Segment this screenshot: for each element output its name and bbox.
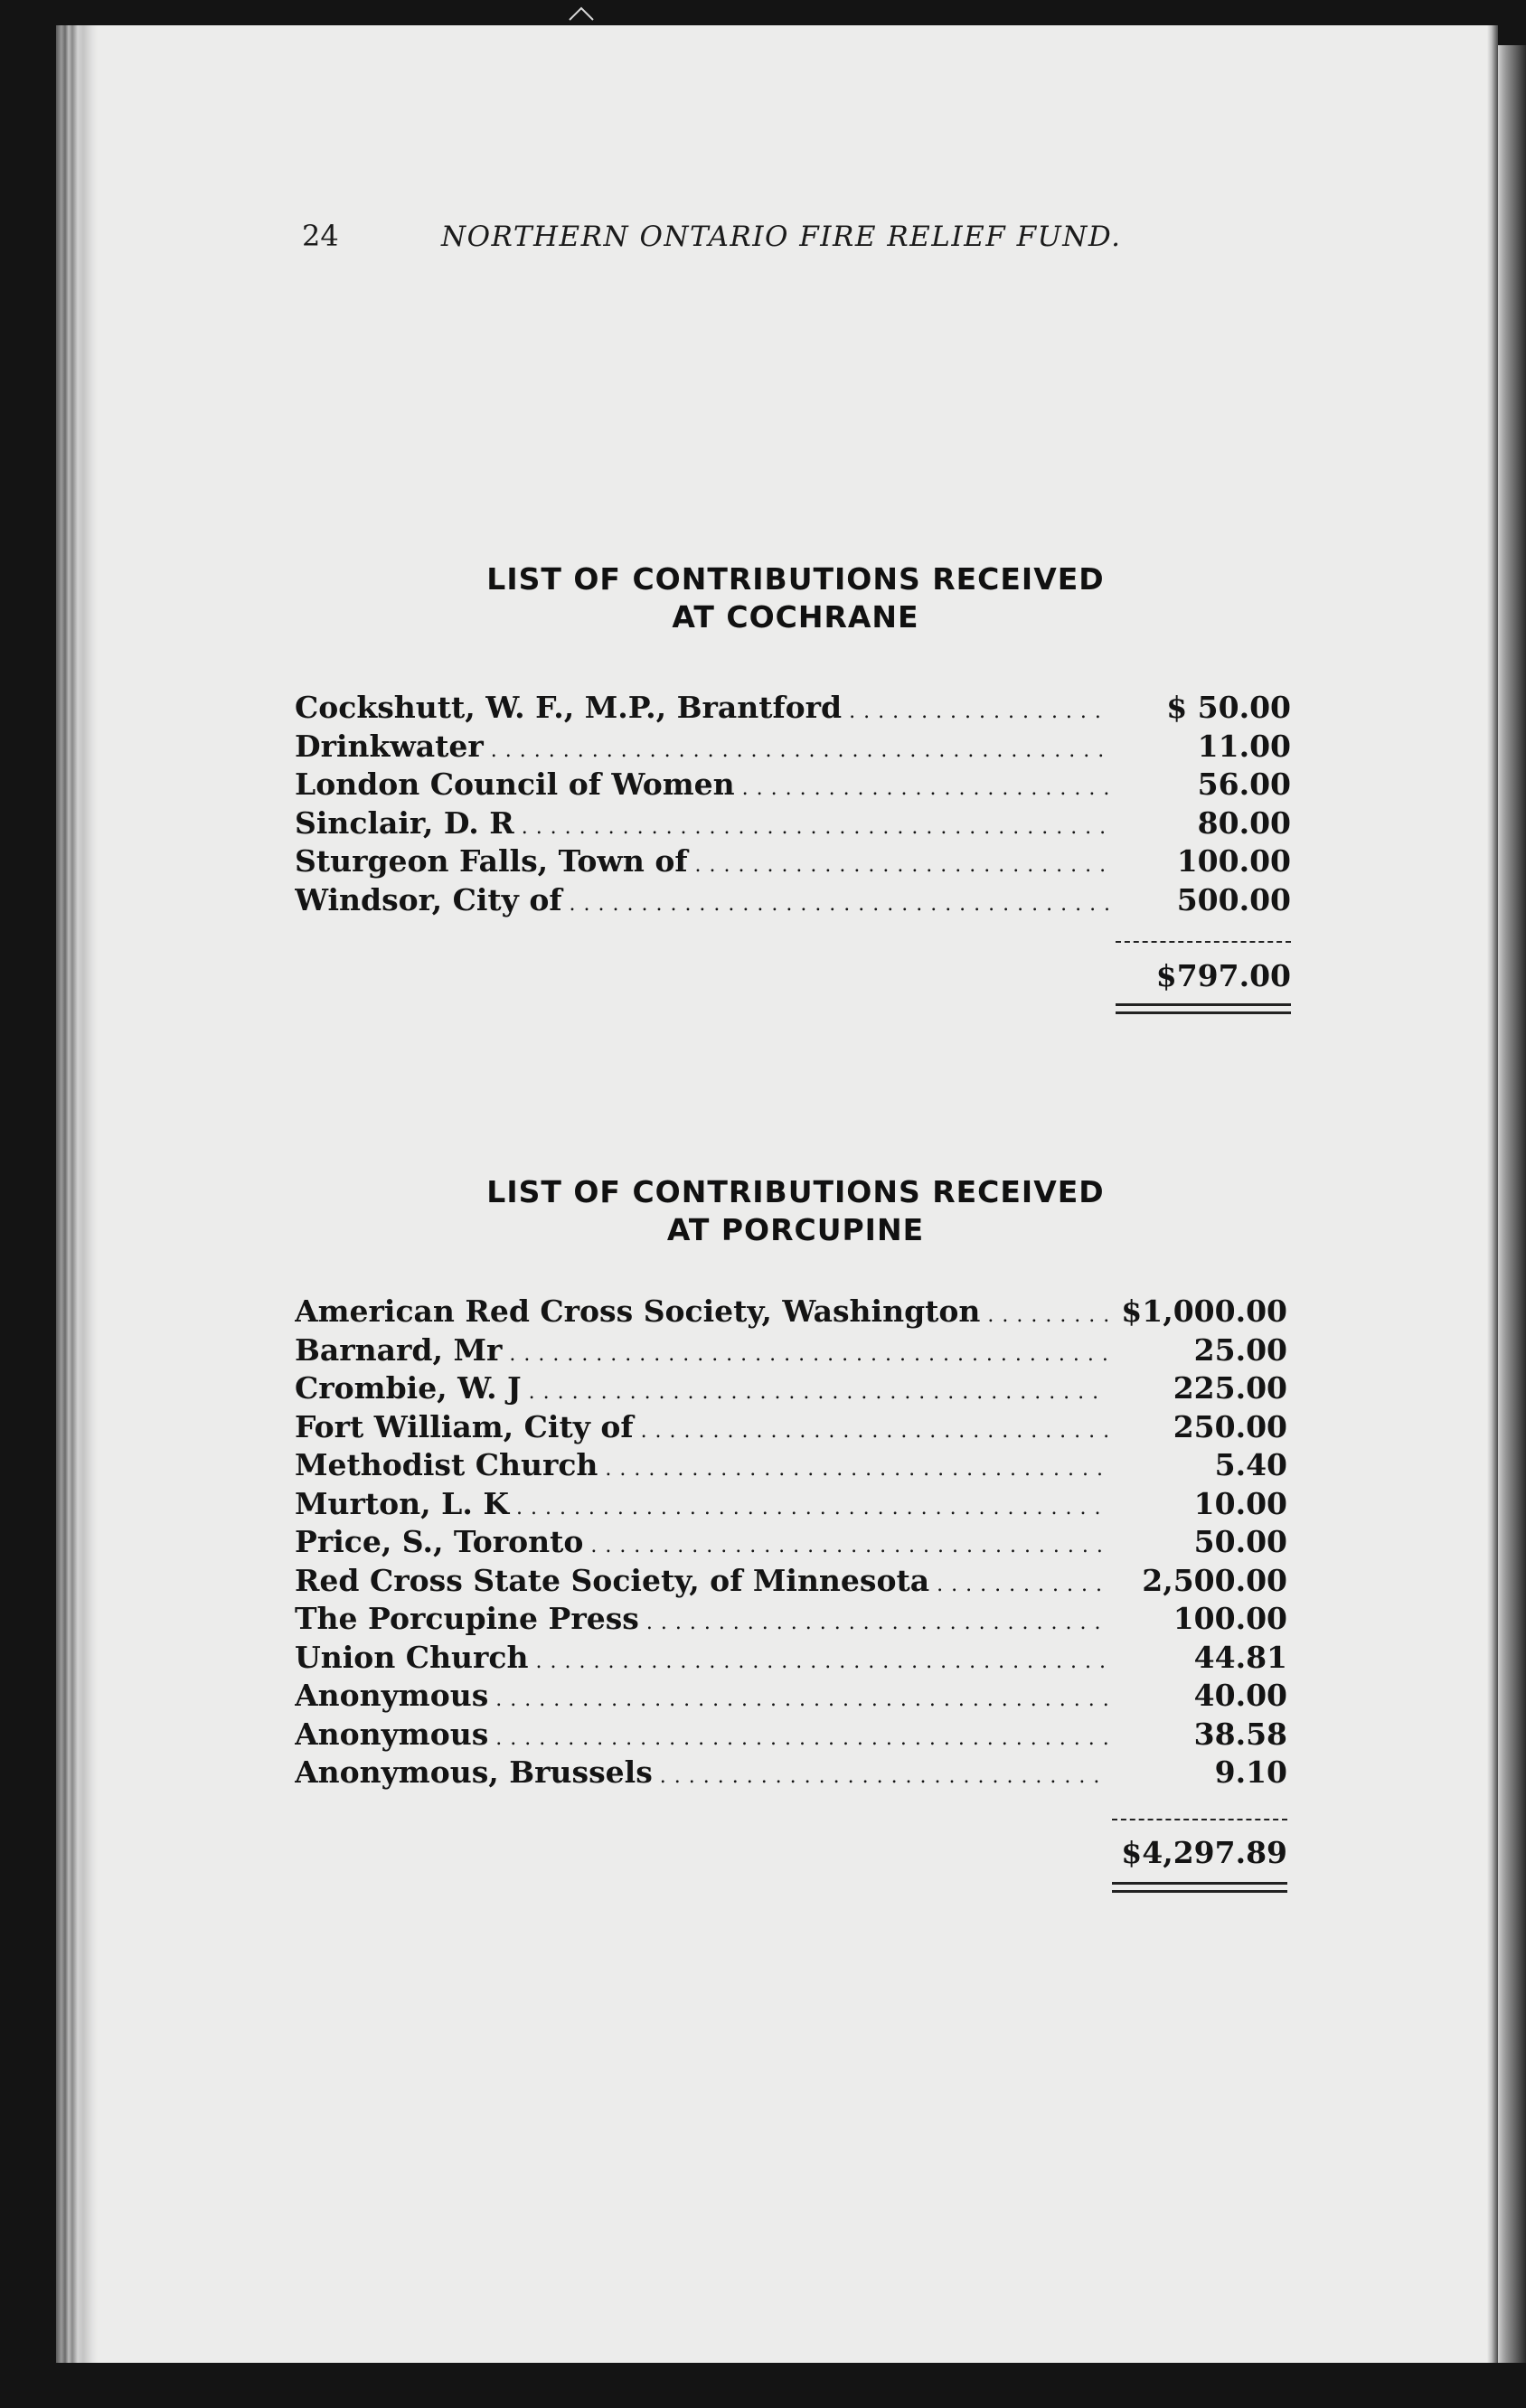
facing-page-edge <box>1498 45 1526 2363</box>
porcupine-contribution-list <box>295 1293 1287 1792</box>
list-item <box>295 1369 1287 1408</box>
contributor-name: Price, S., Toronto . . . <box>295 1523 1108 1566</box>
cochrane-heading-line2: AT COCHRANE <box>672 599 919 635</box>
subtotal-dashed-rule <box>1116 941 1291 943</box>
contributor-name: Windsor, City of . . . <box>295 881 1108 925</box>
page-gutter <box>56 25 98 2363</box>
contributor-name: Barnard, Mr . . . <box>295 1331 1108 1375</box>
contribution-amount: 9.10 <box>1210 1754 1287 1792</box>
list-item <box>295 1639 1287 1678</box>
contribution-amount: 56.00 <box>1192 766 1291 804</box>
contribution-amount: 2,500.00 <box>1136 1562 1287 1601</box>
list-item <box>295 804 1291 843</box>
list-item <box>295 1716 1287 1754</box>
page-number: 24 <box>302 219 339 253</box>
contributor-name: Drinkwater . . . <box>295 728 1108 771</box>
list-item <box>295 728 1291 767</box>
list-item <box>295 1485 1287 1524</box>
list-item <box>295 689 1291 728</box>
contributor-name: Sinclair, D. R . . . <box>295 804 1108 848</box>
contribution-amount: 100.00 <box>1168 1600 1287 1639</box>
list-item <box>295 1331 1287 1370</box>
contribution-amount: $ 50.00 <box>1161 689 1291 728</box>
contributor-name: Methodist Church . . . <box>295 1446 1108 1490</box>
contributor-name: London Council of Women . . . <box>295 766 1108 809</box>
contribution-amount: 5.40 <box>1210 1446 1287 1485</box>
contribution-amount: 44.81 <box>1189 1639 1287 1678</box>
subtotal-dashed-rule <box>1112 1819 1287 1820</box>
contributor-name: Anonymous . . . <box>295 1677 1108 1720</box>
running-header <box>302 219 1179 264</box>
page-right-edge <box>1487 25 1498 2363</box>
list-item <box>295 842 1291 881</box>
contributor-name: Union Church . . . <box>295 1639 1108 1682</box>
contribution-amount: 10.00 <box>1189 1485 1287 1524</box>
list-item <box>295 766 1291 804</box>
contributor-name: American Red Cross Society, Washington . . . <box>295 1293 1108 1336</box>
cochrane-contribution-list <box>295 689 1291 919</box>
contribution-amount: 250.00 <box>1168 1408 1287 1447</box>
total-double-rule <box>1112 1882 1287 1893</box>
list-item <box>295 1293 1287 1331</box>
cochrane-heading-line1: LIST OF CONTRIBUTIONS RECEIVED <box>486 561 1105 597</box>
list-item <box>295 1677 1287 1716</box>
list-item <box>295 1754 1287 1792</box>
contributor-name: Fort William, City of . . . <box>295 1408 1108 1452</box>
list-item <box>295 1600 1287 1639</box>
list-item <box>295 1523 1287 1562</box>
porcupine-total: $4,297.89 <box>1121 1835 1287 1870</box>
contributor-name: The Porcupine Press . . . <box>295 1600 1108 1643</box>
contribution-amount: 25.00 <box>1189 1331 1287 1370</box>
page-notch-mark <box>568 5 595 22</box>
contributor-name: Red Cross State Society, of Minnesota . . . <box>295 1562 1108 1605</box>
contribution-amount: 50.00 <box>1189 1523 1287 1562</box>
contributor-name: Anonymous . . . <box>295 1716 1108 1759</box>
contribution-amount: $1,000.00 <box>1116 1293 1287 1331</box>
cochrane-total: $797.00 <box>1155 958 1291 993</box>
contributor-name: Cockshutt, W. F., M.P., Brantford . . . <box>295 689 1108 732</box>
contribution-amount: 38.58 <box>1189 1716 1287 1754</box>
contribution-amount: 500.00 <box>1172 881 1291 920</box>
cochrane-heading <box>289 560 1302 636</box>
contribution-amount: 11.00 <box>1192 728 1291 767</box>
contributor-name: Crombie, W. J . . . <box>295 1369 1108 1413</box>
list-item <box>295 1408 1287 1447</box>
running-title: NORTHERN ONTARIO FIRE RELIEF FUND. <box>441 221 1122 253</box>
contribution-amount: 100.00 <box>1172 842 1291 881</box>
list-item <box>295 1562 1287 1601</box>
contributor-name: Anonymous, Brussels . . . <box>295 1754 1108 1797</box>
list-item <box>295 881 1291 920</box>
total-double-rule <box>1116 1003 1291 1014</box>
contribution-amount: 80.00 <box>1192 804 1291 843</box>
porcupine-heading-line2: AT PORCUPINE <box>666 1212 925 1247</box>
contribution-amount: 40.00 <box>1189 1677 1287 1716</box>
contributor-name: Murton, L. K . . . <box>295 1485 1108 1529</box>
contributor-name: Sturgeon Falls, Town of . . . <box>295 842 1108 886</box>
list-item <box>295 1446 1287 1485</box>
contribution-amount: 225.00 <box>1168 1369 1287 1408</box>
porcupine-heading <box>289 1173 1302 1249</box>
porcupine-heading-line1: LIST OF CONTRIBUTIONS RECEIVED <box>486 1174 1105 1209</box>
